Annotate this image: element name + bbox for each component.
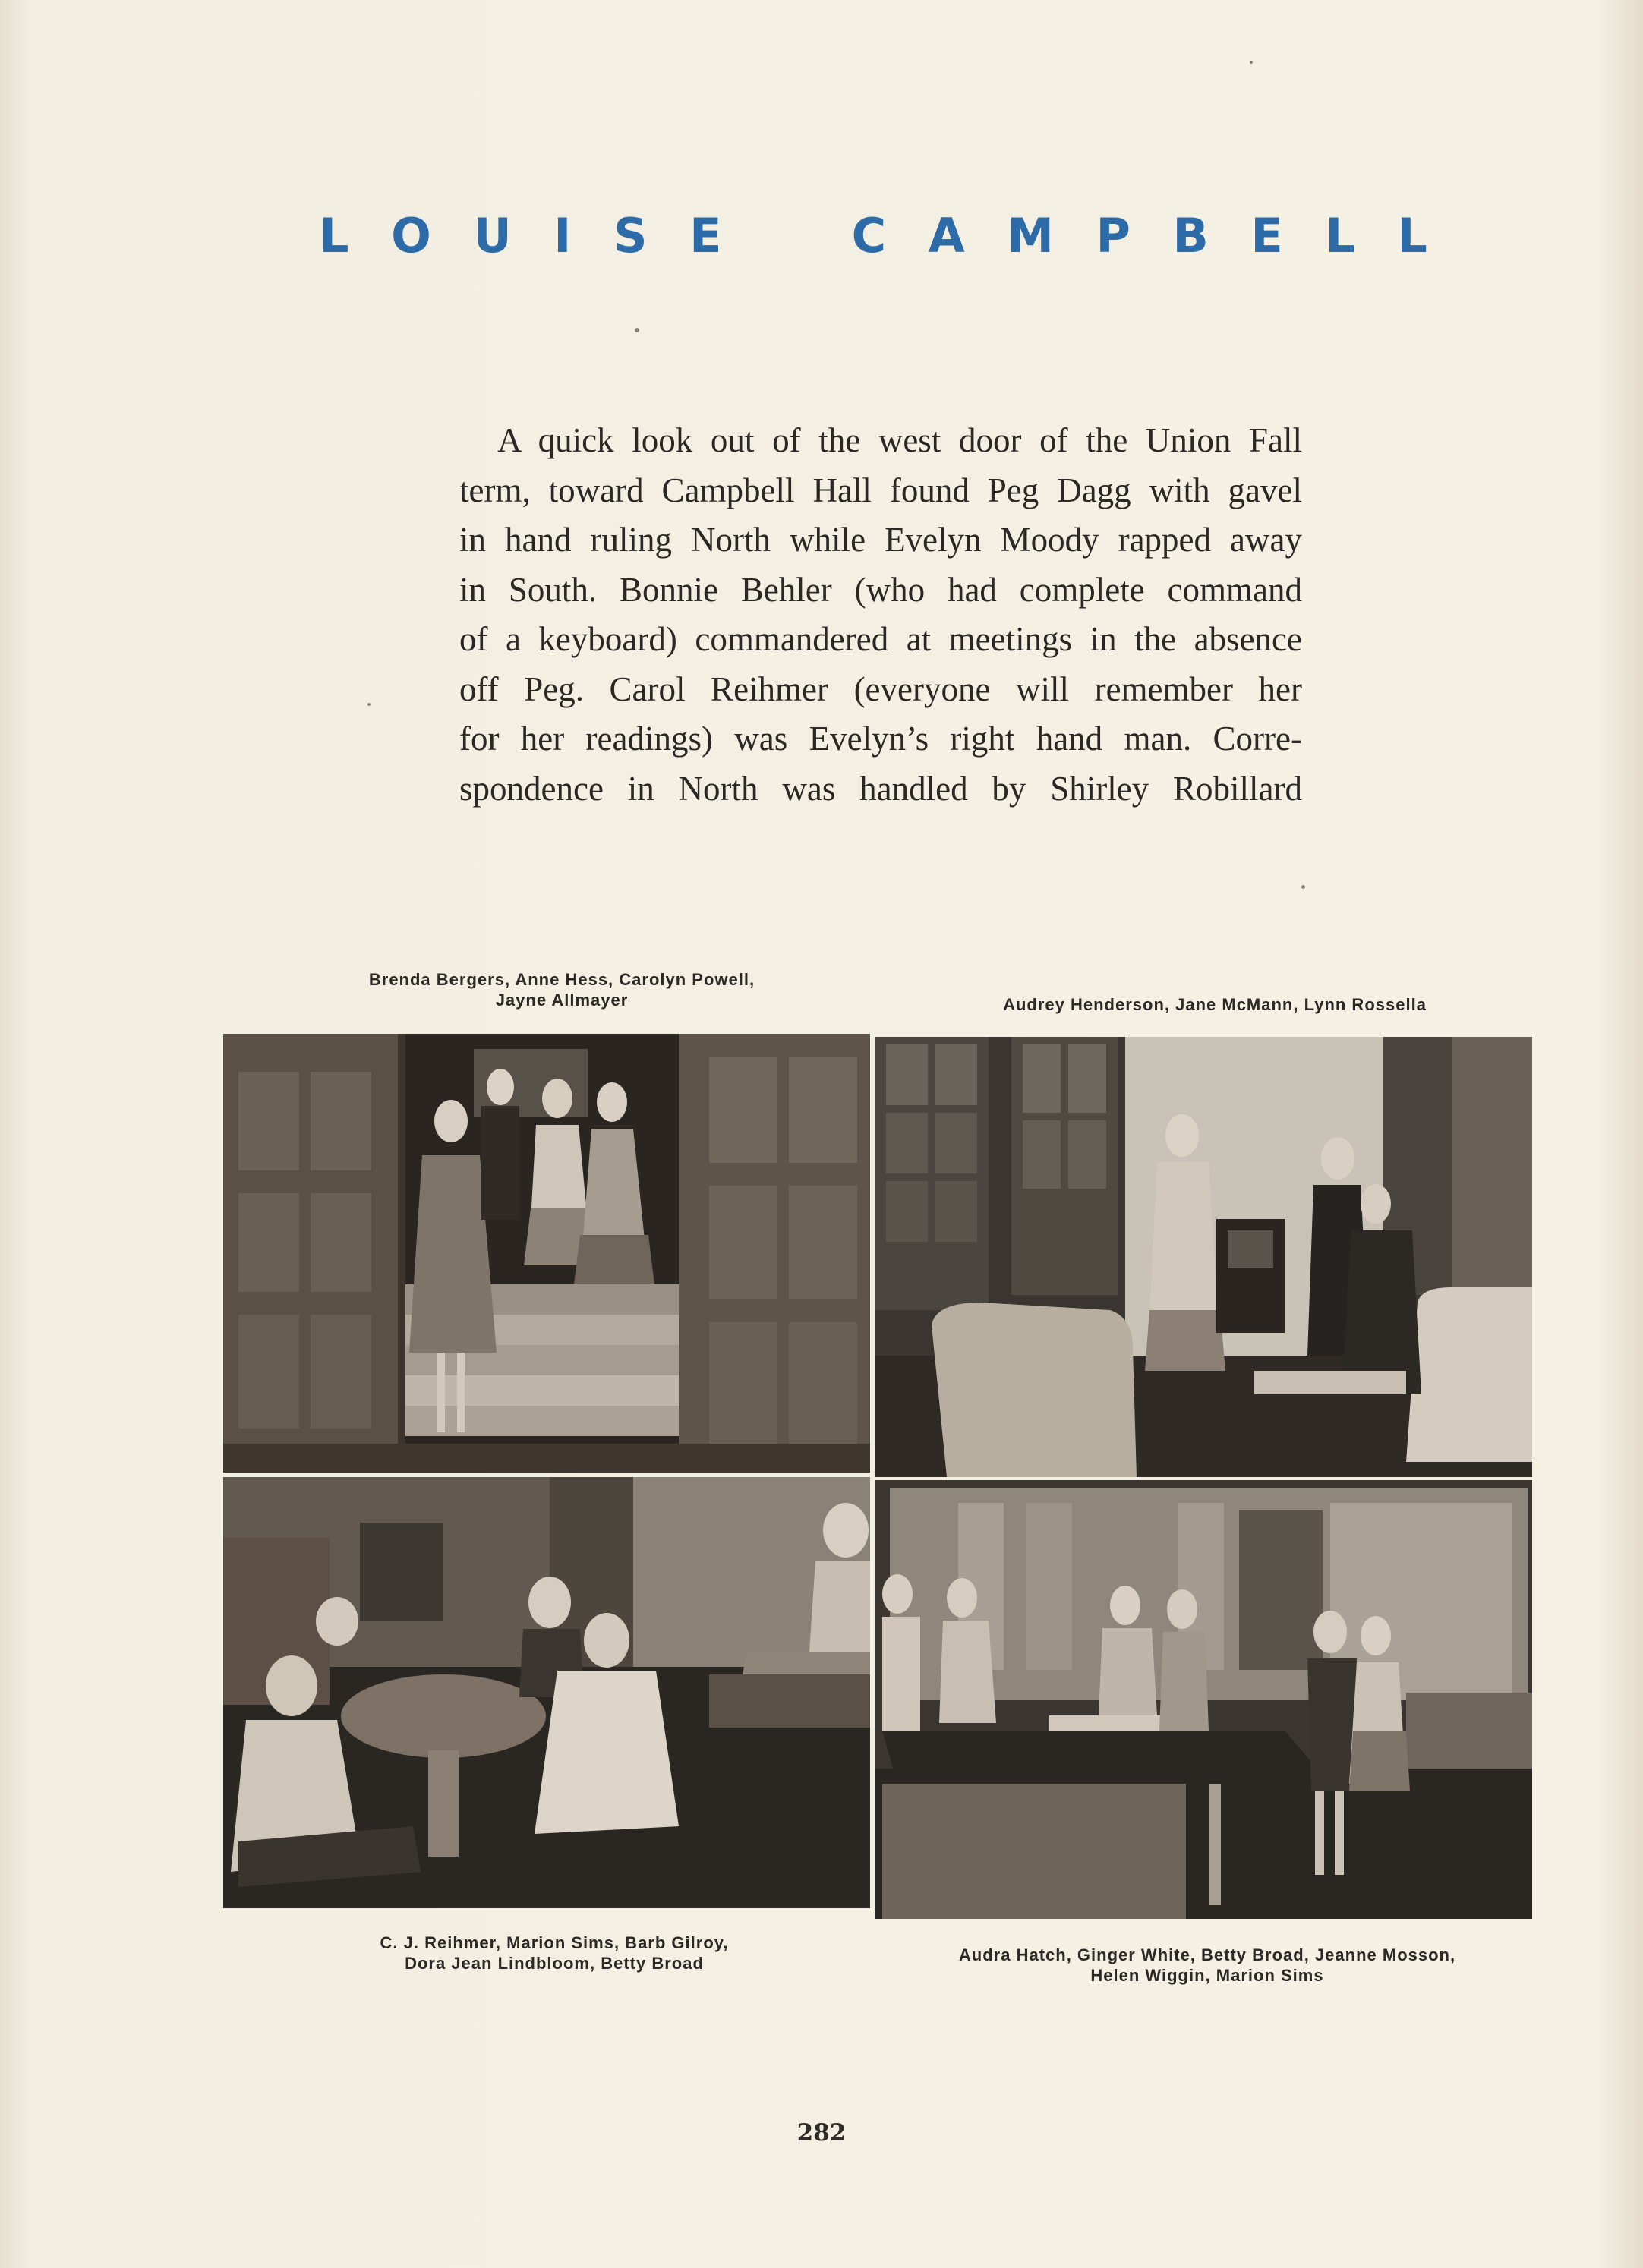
- title-letter: U: [473, 207, 512, 263]
- stairway-photo-graphic: [223, 1034, 870, 1473]
- lounge-photo: [875, 1037, 1532, 1477]
- body-line: off Peg. Carol Reihmer (everyone will remember her: [459, 669, 1302, 708]
- body-line: of a keyboard) commandered at meetings in the absence: [459, 620, 1302, 658]
- title-letter: I: [553, 207, 572, 263]
- paper-speck: [635, 328, 639, 332]
- title-letter: L: [1325, 207, 1355, 263]
- title-letter: C: [851, 207, 887, 263]
- lounge-photo-graphic: [875, 1037, 1532, 1477]
- body-line: spondence in North was handled by Shirley Robillard: [459, 769, 1302, 808]
- body-paragraph: [459, 416, 1302, 814]
- page-title: [319, 205, 1427, 266]
- body-line: for her readings) was Evelyn’s right hand man. Corre-: [459, 720, 1302, 758]
- caption-top-left: [304, 969, 820, 1010]
- paper-speck: [1250, 61, 1253, 64]
- title-letter: S: [613, 207, 648, 263]
- caption-line: Dora Jean Lindbloom, Betty Broad: [405, 1954, 704, 1973]
- caption-line: Helen Wiggin, Marion Sims: [1090, 1966, 1324, 1985]
- card-table-photo-graphic: [223, 1477, 870, 1908]
- title-letter: E: [689, 207, 722, 263]
- caption-line: Audrey Henderson, Jane McMann, Lynn Rossella: [1003, 995, 1427, 1014]
- caption-line: Jayne Allmayer: [495, 991, 629, 1010]
- paper-speck: [367, 703, 371, 706]
- title-letter: B: [1172, 207, 1209, 263]
- caption-top-right: [941, 994, 1488, 1015]
- title-letter: L: [319, 207, 349, 263]
- title-letter: A: [928, 207, 965, 263]
- body-line: in hand ruling North while Evelyn Moody rapped away: [459, 521, 1302, 559]
- ping-pong-photo: [875, 1480, 1532, 1919]
- paper-speck: [1301, 885, 1305, 889]
- caption-line: Audra Hatch, Ginger White, Betty Broad, Jeanne Mosson,: [958, 1945, 1456, 1964]
- body-line: A quick look out of the west door of the Union Fall: [497, 421, 1302, 459]
- title-letter: P: [1096, 207, 1131, 263]
- caption-line: Brenda Bergers, Anne Hess, Carolyn Powell,: [368, 970, 755, 989]
- title-letter: L: [1397, 207, 1427, 263]
- body-line: in South. Bonnie Behler (who had complete command: [459, 570, 1302, 609]
- page-number: 282: [796, 2119, 847, 2147]
- body-line: term, toward Campbell Hall found Peg Dagg with gavel: [459, 471, 1302, 509]
- caption-bottom-left: [319, 1933, 790, 1973]
- title-letter: M: [1007, 207, 1054, 263]
- title-letter: O: [391, 207, 431, 263]
- ping-pong-photo-graphic: [875, 1480, 1532, 1919]
- card-table-photo: [223, 1477, 870, 1908]
- stairway-photo: [223, 1034, 870, 1473]
- title-letter: E: [1250, 207, 1283, 263]
- caption-bottom-right: [896, 1945, 1518, 1986]
- caption-line: C. J. Reihmer, Marion Sims, Barb Gilroy,: [380, 1933, 729, 1952]
